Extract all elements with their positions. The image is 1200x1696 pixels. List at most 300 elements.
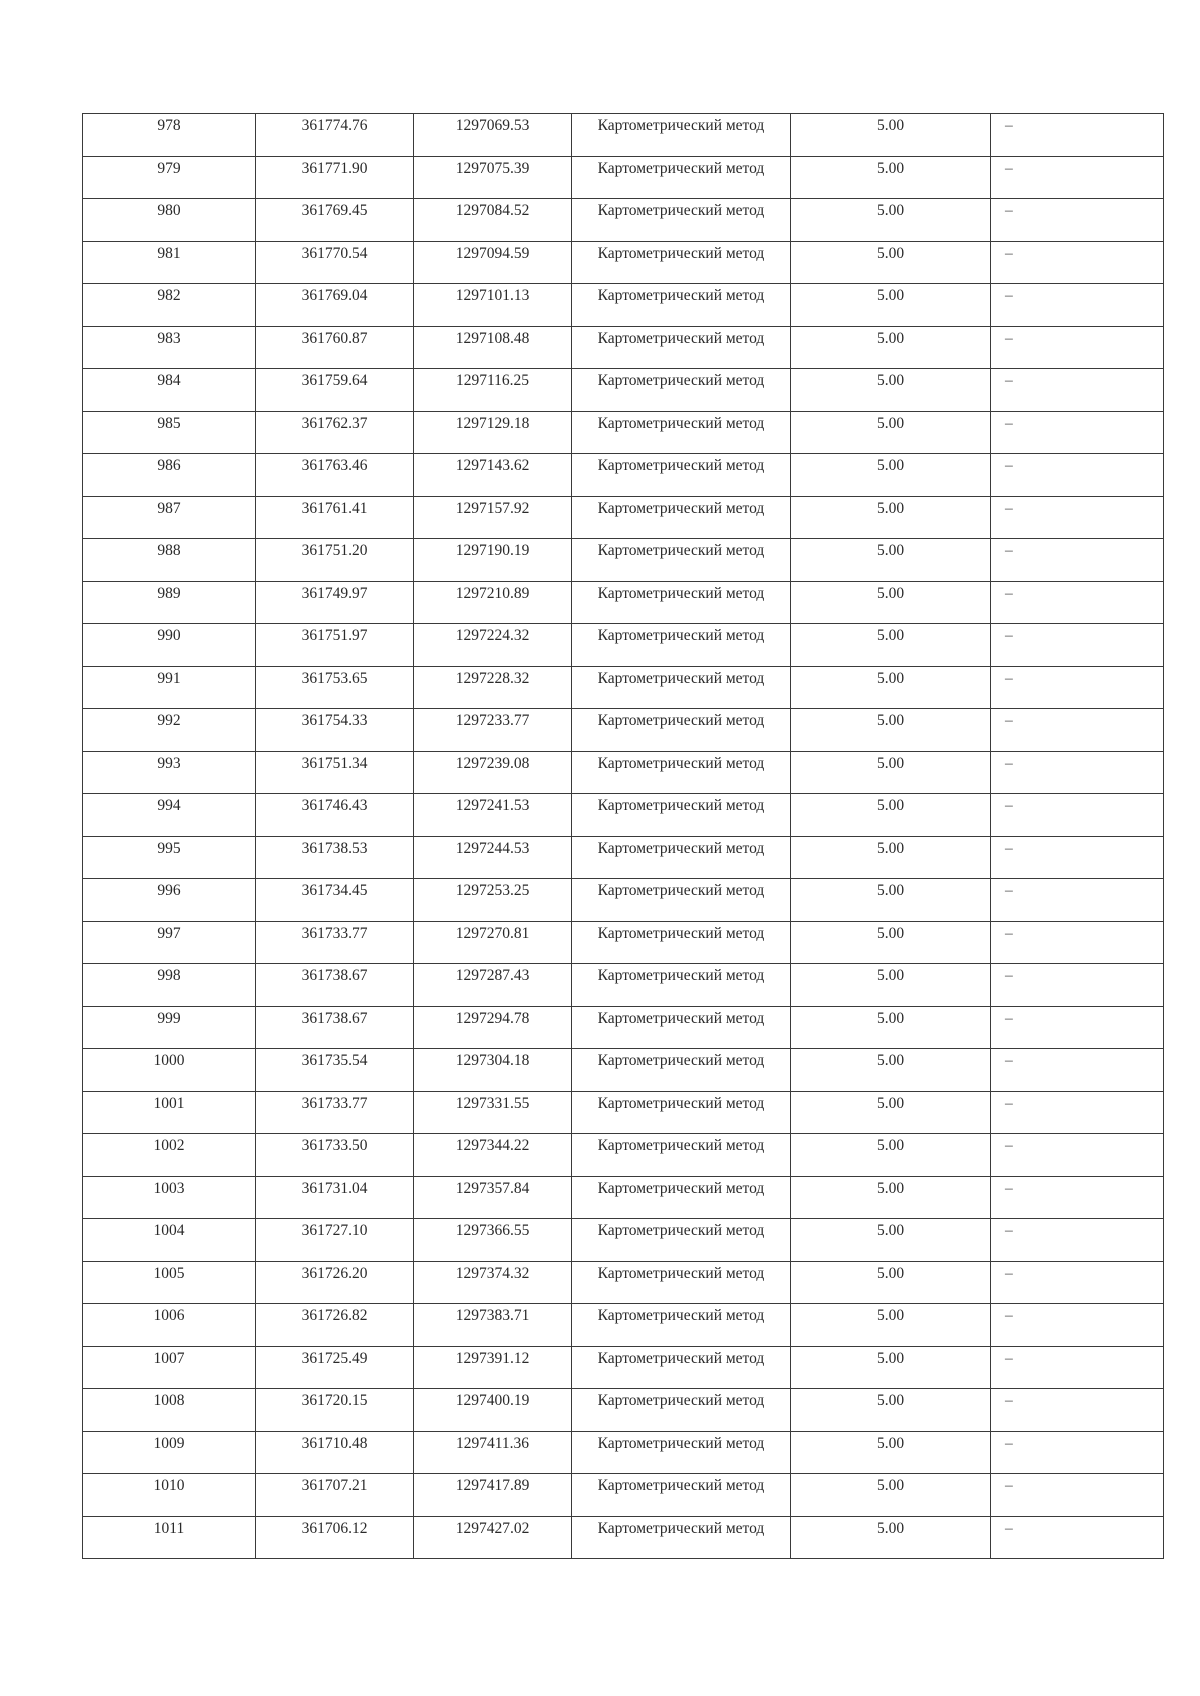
point-number-cell-text: 990 [157,627,181,644]
note-cell [991,1389,1164,1432]
method-cell-text: Картометрический метод [597,1179,765,1197]
note-cell [991,666,1164,709]
point-number-cell-text: 1001 [153,1094,185,1112]
accuracy-cell-text: 5.00 [876,1052,905,1069]
accuracy-cell-text: 5.00 [876,669,905,687]
note-cell-text: – [1005,839,1013,857]
y-coordinate-cell-text: 1297233.77 [455,712,530,729]
accuracy-cell-text: 5.00 [876,159,905,177]
note-cell [991,1176,1164,1219]
accuracy-cell [791,1346,991,1389]
x-coordinate-cell-text: 361769.45 [301,202,368,219]
note-cell [991,1006,1164,1049]
method-cell [572,1389,791,1432]
accuracy-cell-text: 5.00 [876,584,905,602]
note-cell-text: – [1005,244,1013,262]
x-coordinate-cell-text: 361763.46 [301,457,368,474]
accuracy-cell-text: 5.00 [876,244,905,262]
method-cell [572,1049,791,1092]
note-cell-text: – [1005,1137,1013,1154]
note-cell [991,156,1164,199]
x-coordinate-cell [256,1176,414,1219]
x-coordinate-cell [256,114,414,157]
method-cell-text: Картометрический метод [597,1094,765,1112]
point-number-cell [83,666,256,709]
x-coordinate-cell [256,751,414,794]
y-coordinate-cell [414,921,572,964]
accuracy-cell [791,539,991,582]
method-cell [572,1516,791,1559]
y-coordinate-cell-text: 1297427.02 [455,1519,530,1537]
method-cell [572,1346,791,1389]
x-coordinate-cell [256,879,414,922]
method-cell [572,794,791,837]
note-cell-text: – [1005,712,1013,729]
note-cell [991,454,1164,497]
table-row [83,369,1164,412]
note-cell [991,879,1164,922]
method-cell-text: Картометрический метод [597,1434,765,1452]
note-cell-text: – [1005,1009,1013,1027]
x-coordinate-cell [256,1474,414,1517]
y-coordinate-cell-text: 1297383.71 [455,1307,530,1324]
y-coordinate-cell [414,581,572,624]
y-coordinate-cell-text: 1297331.55 [455,1094,530,1112]
point-number-cell-text: 983 [157,329,181,347]
x-coordinate-cell-text: 361770.54 [301,244,368,262]
x-coordinate-cell [256,496,414,539]
accuracy-cell [791,836,991,879]
table-row [83,1516,1164,1559]
method-cell [572,496,791,539]
point-number-cell-text: 987 [157,499,181,517]
accuracy-cell-text: 5.00 [876,967,905,984]
method-cell [572,241,791,284]
method-cell-text: Картометрический метод [597,712,765,729]
point-number-cell-text: 985 [157,414,181,432]
point-number-cell-text: 1004 [153,1222,185,1239]
point-number-cell [83,1389,256,1432]
method-cell [572,751,791,794]
method-cell [572,666,791,709]
point-number-cell [83,539,256,582]
table-row [83,284,1164,327]
point-number-cell-text: 981 [157,244,181,262]
point-number-cell [83,709,256,752]
method-cell [572,411,791,454]
note-cell [991,836,1164,879]
y-coordinate-cell-text: 1297241.53 [455,797,530,814]
x-coordinate-cell [256,454,414,497]
accuracy-cell-text: 5.00 [876,627,905,644]
accuracy-cell-text: 5.00 [876,457,905,474]
x-coordinate-cell [256,666,414,709]
y-coordinate-cell [414,836,572,879]
point-number-cell-text: 988 [157,542,181,559]
point-number-cell-text: 979 [157,159,181,177]
table-row [83,1261,1164,1304]
y-coordinate-cell-text: 1297094.59 [455,244,530,262]
accuracy-cell-text: 5.00 [876,1392,905,1409]
point-number-cell [83,1304,256,1347]
y-coordinate-cell [414,411,572,454]
y-coordinate-cell [414,156,572,199]
x-coordinate-cell [256,156,414,199]
point-number-cell [83,836,256,879]
accuracy-cell [791,1304,991,1347]
x-coordinate-cell-text: 361733.50 [301,1137,368,1154]
y-coordinate-cell-text: 1297366.55 [455,1222,530,1239]
method-cell-text: Картометрический метод [597,1349,765,1367]
method-cell [572,284,791,327]
accuracy-cell-text: 5.00 [876,712,905,729]
point-number-cell-text: 995 [157,839,181,857]
point-number-cell-text: 1007 [153,1349,185,1367]
x-coordinate-cell-text: 361749.97 [301,584,368,602]
method-cell-text: Картометрический метод [597,202,765,219]
accuracy-cell [791,794,991,837]
note-cell [991,1516,1164,1559]
accuracy-cell-text: 5.00 [876,117,905,134]
y-coordinate-cell-text: 1297069.53 [455,117,530,134]
point-number-cell-text: 993 [157,754,181,772]
point-number-cell [83,624,256,667]
note-cell-text: – [1005,1052,1013,1069]
x-coordinate-cell [256,326,414,369]
point-number-cell-text: 980 [157,202,181,219]
y-coordinate-cell-text: 1297391.12 [455,1349,530,1367]
y-coordinate-cell [414,794,572,837]
x-coordinate-cell [256,1516,414,1559]
method-cell-text: Картометрический метод [597,1519,765,1537]
point-number-cell [83,241,256,284]
table-row [83,1431,1164,1474]
note-cell-text: – [1005,967,1013,984]
y-coordinate-cell [414,1219,572,1262]
point-number-cell [83,369,256,412]
y-coordinate-cell-text: 1297190.19 [455,542,530,559]
method-cell-text: Картометрический метод [597,499,765,517]
accuracy-cell-text: 5.00 [876,414,905,432]
method-cell-text: Картометрический метод [597,1392,765,1409]
accuracy-cell-text: 5.00 [876,499,905,517]
x-coordinate-cell-text: 361769.04 [301,287,368,304]
note-cell [991,1134,1164,1177]
point-number-cell [83,1091,256,1134]
point-number-cell-text: 984 [157,372,181,389]
note-cell-text: – [1005,1349,1013,1367]
point-number-cell-text: 986 [157,457,181,474]
method-cell [572,199,791,242]
note-cell-text: – [1005,1094,1013,1112]
table-row [83,1219,1164,1262]
y-coordinate-cell [414,454,572,497]
point-number-cell [83,284,256,327]
method-cell-text: Картометрический метод [597,754,765,772]
accuracy-cell-text: 5.00 [876,839,905,857]
accuracy-cell-text: 5.00 [876,202,905,219]
point-number-cell-text: 978 [157,117,181,134]
note-cell-text: – [1005,584,1013,602]
y-coordinate-cell-text: 1297075.39 [455,159,530,177]
table-row [83,1304,1164,1347]
x-coordinate-cell-text: 361762.37 [301,414,368,432]
accuracy-cell-text: 5.00 [876,1222,905,1239]
y-coordinate-cell [414,1346,572,1389]
x-coordinate-cell [256,539,414,582]
point-number-cell [83,1474,256,1517]
y-coordinate-cell-text: 1297157.92 [455,499,530,517]
method-cell-text: Картометрический метод [597,1264,765,1282]
y-coordinate-cell-text: 1297101.13 [455,287,530,304]
y-coordinate-cell [414,1091,572,1134]
y-coordinate-cell-text: 1297084.52 [455,202,530,219]
method-cell [572,624,791,667]
method-cell [572,964,791,1007]
method-cell-text: Картометрический метод [597,1052,765,1069]
x-coordinate-cell [256,794,414,837]
method-cell-text: Картометрический метод [597,1009,765,1027]
y-coordinate-cell-text: 1297253.25 [455,882,530,899]
table-row [83,581,1164,624]
note-cell [991,964,1164,1007]
table-row [83,156,1164,199]
point-number-cell-text: 1000 [153,1052,185,1069]
method-cell [572,1176,791,1219]
accuracy-cell [791,199,991,242]
point-number-cell [83,751,256,794]
coordinates-table-body [83,114,1164,1559]
accuracy-cell [791,411,991,454]
x-coordinate-cell [256,709,414,752]
table-row [83,496,1164,539]
point-number-cell [83,1006,256,1049]
x-coordinate-cell [256,241,414,284]
y-coordinate-cell-text: 1297400.19 [455,1392,530,1409]
y-coordinate-cell [414,964,572,1007]
accuracy-cell [791,1006,991,1049]
y-coordinate-cell [414,241,572,284]
x-coordinate-cell-text: 361706.12 [301,1519,368,1537]
note-cell-text: – [1005,117,1013,134]
note-cell [991,326,1164,369]
accuracy-cell [791,1516,991,1559]
y-coordinate-cell [414,1304,572,1347]
y-coordinate-cell-text: 1297417.89 [455,1477,530,1494]
note-cell-text: – [1005,287,1013,304]
accuracy-cell-text: 5.00 [876,1434,905,1452]
table-row [83,1049,1164,1092]
y-coordinate-cell-text: 1297224.32 [455,627,530,644]
point-number-cell-text: 992 [157,712,181,729]
x-coordinate-cell-text: 361759.64 [301,372,368,389]
point-number-cell [83,1516,256,1559]
method-cell-text: Картометрический метод [597,924,765,942]
y-coordinate-cell-text: 1297287.43 [455,967,530,984]
method-cell-text: Картометрический метод [597,797,765,814]
note-cell-text: – [1005,159,1013,177]
method-cell-text: Картометрический метод [597,159,765,177]
x-coordinate-cell-text: 361761.41 [301,499,368,517]
y-coordinate-cell-text: 1297304.18 [455,1052,530,1069]
accuracy-cell [791,1049,991,1092]
note-cell-text: – [1005,882,1013,899]
accuracy-cell [791,1176,991,1219]
point-number-cell-text: 996 [157,882,181,899]
x-coordinate-cell-text: 361746.43 [301,797,368,814]
y-coordinate-cell [414,1474,572,1517]
accuracy-cell [791,751,991,794]
note-cell [991,199,1164,242]
accuracy-cell [791,241,991,284]
method-cell-text: Картометрический метод [597,117,765,134]
x-coordinate-cell-text: 361733.77 [301,924,368,942]
note-cell [991,539,1164,582]
method-cell-text: Картометрический метод [597,967,765,984]
x-coordinate-cell [256,624,414,667]
method-cell-text: Картометрический метод [597,584,765,602]
note-cell [991,241,1164,284]
method-cell [572,1261,791,1304]
accuracy-cell-text: 5.00 [876,754,905,772]
method-cell [572,1431,791,1474]
method-cell-text: Картометрический метод [597,627,765,644]
x-coordinate-cell-text: 361726.82 [301,1307,368,1324]
y-coordinate-cell-text: 1297116.25 [455,372,530,389]
point-number-cell [83,581,256,624]
table-row [83,114,1164,157]
note-cell-text: – [1005,1477,1013,1494]
table-row [83,1176,1164,1219]
x-coordinate-cell-text: 361774.76 [301,117,368,134]
table-row [83,411,1164,454]
y-coordinate-cell [414,1431,572,1474]
x-coordinate-cell [256,964,414,1007]
method-cell-text: Картометрический метод [597,882,765,899]
method-cell [572,326,791,369]
method-cell [572,1006,791,1049]
note-cell [991,751,1164,794]
method-cell-text: Картометрический метод [597,669,765,687]
accuracy-cell-text: 5.00 [876,1009,905,1027]
x-coordinate-cell [256,199,414,242]
accuracy-cell [791,369,991,412]
coordinates-table [82,113,1164,1559]
x-coordinate-cell [256,369,414,412]
accuracy-cell-text: 5.00 [876,1519,905,1537]
method-cell-text: Картометрический метод [597,329,765,347]
point-number-cell [83,326,256,369]
note-cell-text: – [1005,1222,1013,1239]
x-coordinate-cell [256,1304,414,1347]
note-cell [991,1261,1164,1304]
accuracy-cell-text: 5.00 [876,329,905,347]
method-cell [572,1134,791,1177]
method-cell-text: Картометрический метод [597,414,765,432]
method-cell-text: Картометрический метод [597,244,765,262]
point-number-cell [83,1346,256,1389]
point-number-cell [83,454,256,497]
y-coordinate-cell-text: 1297244.53 [455,839,530,857]
note-cell [991,1474,1164,1517]
x-coordinate-cell-text: 361751.20 [301,542,368,559]
table-row [83,1346,1164,1389]
accuracy-cell [791,284,991,327]
accuracy-cell-text: 5.00 [876,1094,905,1112]
table-row [83,1389,1164,1432]
note-cell [991,1304,1164,1347]
x-coordinate-cell-text: 361771.90 [301,159,368,177]
point-number-cell [83,921,256,964]
table-row [83,1006,1164,1049]
table-row [83,199,1164,242]
x-coordinate-cell-text: 361754.33 [301,712,368,729]
point-number-cell-text: 998 [157,967,181,984]
note-cell [991,709,1164,752]
method-cell [572,1474,791,1517]
note-cell-text: – [1005,542,1013,559]
method-cell [572,921,791,964]
point-number-cell [83,964,256,1007]
method-cell [572,836,791,879]
x-coordinate-cell-text: 361727.10 [301,1222,368,1239]
method-cell-text: Картометрический метод [597,457,765,474]
y-coordinate-cell-text: 1297129.18 [455,414,530,432]
method-cell-text: Картометрический метод [597,287,765,304]
y-coordinate-cell-text: 1297210.89 [455,584,530,602]
x-coordinate-cell-text: 361734.45 [301,882,368,899]
accuracy-cell [791,114,991,157]
table-row [83,539,1164,582]
method-cell-text: Картометрический метод [597,1137,765,1154]
table-row [83,454,1164,497]
y-coordinate-cell [414,1049,572,1092]
y-coordinate-cell-text: 1297344.22 [455,1137,530,1154]
accuracy-cell-text: 5.00 [876,372,905,389]
y-coordinate-cell [414,1006,572,1049]
method-cell [572,1091,791,1134]
point-number-cell [83,1261,256,1304]
y-coordinate-cell [414,1134,572,1177]
note-cell-text: – [1005,1264,1013,1282]
note-cell-text: – [1005,754,1013,772]
table-row [83,836,1164,879]
table-row [83,1134,1164,1177]
point-number-cell [83,879,256,922]
accuracy-cell [791,1134,991,1177]
x-coordinate-cell-text: 361726.20 [301,1264,368,1282]
accuracy-cell [791,1389,991,1432]
point-number-cell [83,114,256,157]
y-coordinate-cell-text: 1297239.08 [455,754,530,772]
method-cell [572,709,791,752]
y-coordinate-cell-text: 1297374.32 [455,1264,530,1282]
method-cell-text: Картометрический метод [597,542,765,559]
y-coordinate-cell [414,1516,572,1559]
point-number-cell-text: 1011 [153,1519,185,1537]
accuracy-cell-text: 5.00 [876,1137,905,1154]
point-number-cell-text: 994 [157,797,181,814]
note-cell-text: – [1005,202,1013,219]
accuracy-cell-text: 5.00 [876,924,905,942]
note-cell-text: – [1005,457,1013,474]
method-cell [572,581,791,624]
y-coordinate-cell [414,496,572,539]
accuracy-cell-text: 5.00 [876,882,905,899]
note-cell [991,114,1164,157]
point-number-cell-text: 999 [157,1009,181,1027]
x-coordinate-cell [256,1431,414,1474]
